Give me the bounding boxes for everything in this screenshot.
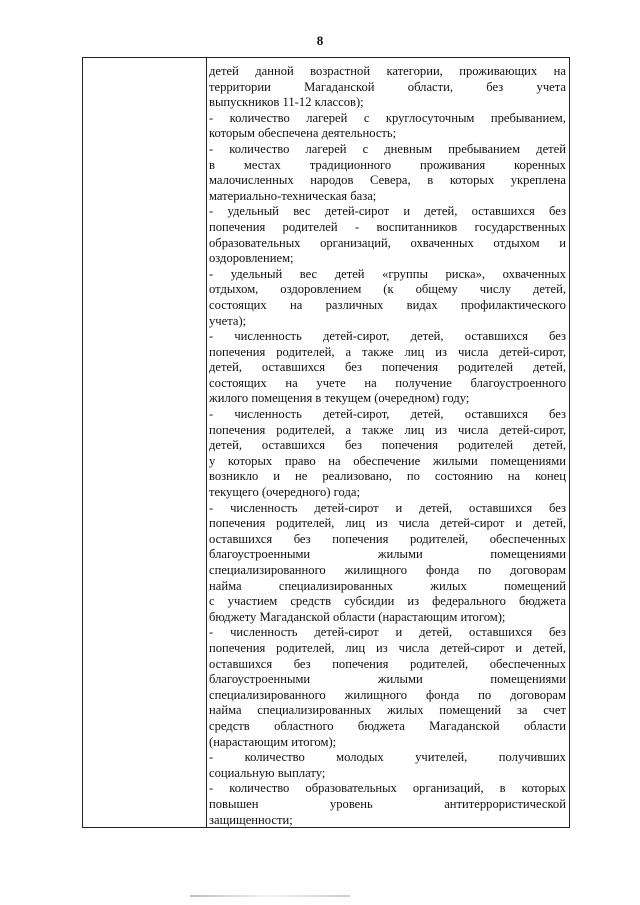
word: числа — [398, 640, 430, 655]
word: Магаданской — [429, 718, 500, 733]
word: дневным — [384, 141, 433, 156]
word: состоящих — [209, 297, 267, 312]
word: у — [209, 453, 216, 468]
word: вес — [293, 204, 311, 219]
word: состоянию — [434, 469, 493, 484]
word: реализовано, — [322, 469, 392, 484]
word: малочисленных — [209, 173, 294, 188]
text-line — [209, 703, 566, 719]
word: круглосуточным — [385, 110, 475, 125]
word: материально-техническая база; — [209, 188, 377, 203]
word: повышен — [209, 796, 259, 811]
text-line — [209, 189, 566, 205]
word: которым обеспечена деятельность; — [209, 126, 397, 141]
word: без — [344, 438, 362, 453]
text-line — [209, 329, 566, 345]
word: обеспечение — [353, 453, 421, 468]
word: попечения — [209, 640, 266, 655]
word: с — [363, 110, 370, 125]
word: жилищного — [344, 563, 408, 577]
word: благоустроенного — [470, 375, 566, 390]
word: числа — [398, 516, 430, 531]
word: детей — [536, 141, 566, 156]
word: детей, — [532, 360, 566, 375]
word: которых — [227, 453, 273, 468]
word: лагерей — [305, 141, 347, 156]
word: обеспеченных — [489, 531, 566, 546]
word: попечения — [209, 219, 266, 234]
word: за — [516, 703, 528, 718]
word: родителей — [457, 438, 514, 453]
word: по — [478, 563, 492, 577]
word: лиц — [345, 516, 366, 531]
word: жилого помещения в текущем (очередном) году; — [209, 391, 470, 406]
word: учителей, — [415, 750, 468, 765]
text-line — [209, 516, 566, 532]
document-table — [82, 57, 570, 828]
text-line — [209, 469, 566, 485]
word: проживающих — [459, 64, 538, 78]
word: лиц — [345, 640, 366, 655]
word: жилыми — [432, 453, 478, 468]
word: детей, — [419, 500, 453, 515]
text-line — [209, 766, 566, 782]
text-line — [209, 781, 566, 797]
text-line — [209, 376, 566, 392]
word: детей — [209, 64, 239, 78]
word: с — [362, 141, 369, 156]
word: попечения — [209, 422, 266, 437]
word: - — [209, 625, 214, 640]
word: детей, — [532, 438, 566, 453]
text-line — [209, 314, 566, 330]
text-line — [209, 750, 566, 766]
word: уровень — [329, 796, 373, 811]
word: числа — [457, 422, 489, 437]
word: помещениями — [490, 453, 566, 468]
word: удельный — [230, 266, 283, 281]
word: воспитанников — [376, 219, 458, 234]
text-line — [209, 485, 566, 501]
word: охваченных — [502, 266, 566, 281]
word: попечения — [209, 516, 266, 531]
word: - — [209, 500, 214, 515]
word: оздоровлением — [280, 282, 362, 297]
word: и — [273, 469, 281, 484]
word: образовательных — [209, 235, 301, 250]
word: по — [406, 469, 420, 484]
word: области, — [407, 79, 454, 94]
word: попечения — [332, 656, 389, 671]
text-line — [209, 563, 566, 579]
word: территории — [209, 79, 271, 94]
word: детей, — [410, 407, 444, 422]
word: детей, — [410, 329, 444, 344]
word: детей-сирот — [440, 640, 505, 655]
word: народов — [310, 173, 354, 188]
text-line — [209, 142, 566, 158]
word: попечения — [332, 531, 389, 546]
text-line — [209, 501, 566, 517]
word: (к — [383, 282, 394, 297]
word: оздоровлением; — [209, 251, 294, 266]
word: количество — [229, 141, 290, 156]
word: бюджета — [518, 594, 566, 609]
word: также — [362, 422, 394, 437]
word: оставшихся — [261, 360, 326, 375]
word: детей, — [209, 360, 242, 375]
word: областного — [274, 718, 334, 733]
word: традиционного — [309, 157, 392, 172]
text-line — [209, 80, 566, 96]
word: и — [395, 625, 403, 640]
word: - — [209, 204, 214, 219]
word: из — [376, 640, 388, 655]
word: жилыми — [377, 672, 423, 687]
word: численность — [234, 407, 302, 422]
word: детей-сирот, — [322, 329, 390, 344]
word: с — [209, 594, 215, 609]
word: по — [478, 687, 492, 702]
word: текущего (очередного) года; — [209, 485, 360, 500]
text-line — [209, 579, 566, 595]
text-line — [209, 423, 566, 439]
word: специализированного — [209, 687, 326, 702]
word: родителей, — [276, 516, 335, 531]
word: лиц — [404, 422, 425, 437]
word: получение — [395, 375, 452, 390]
word: из — [435, 422, 447, 437]
word: оставшихся — [469, 500, 533, 515]
word: видах — [406, 297, 438, 312]
word: федерального — [432, 594, 506, 609]
word: помещениями — [490, 672, 566, 687]
text-line — [209, 438, 566, 454]
word: лагерей — [306, 110, 348, 125]
word: государственных — [474, 219, 566, 234]
word: без — [293, 531, 311, 546]
word: социальную выплату; — [209, 765, 326, 780]
word: пребыванием, — [490, 110, 566, 125]
text-line — [209, 813, 566, 829]
word: оставшихся — [209, 656, 273, 671]
word: численность — [234, 329, 302, 344]
word: категории, — [386, 64, 443, 78]
word: детей-сирот — [314, 625, 379, 640]
word: состоящих — [209, 375, 267, 390]
text-line — [209, 657, 566, 673]
word: в — [499, 781, 506, 796]
word: из — [435, 344, 447, 359]
word: бюджету Магаданской области (нарастающим итогом); — [209, 609, 506, 624]
word: без — [344, 360, 362, 375]
word: охваченных — [410, 235, 474, 250]
text-line — [209, 391, 566, 407]
text-line — [209, 594, 566, 610]
word: проживания — [420, 157, 486, 172]
word: без — [549, 500, 566, 515]
word: родителей, — [409, 656, 469, 671]
word: без — [549, 625, 566, 640]
word: которых — [449, 173, 495, 188]
word: организаций, — [412, 781, 484, 796]
word: без — [549, 407, 566, 422]
word: жилыми — [377, 547, 423, 562]
word: (нарастающим итогом); — [209, 734, 337, 749]
text-line — [209, 111, 566, 127]
scan-artifact — [190, 895, 350, 897]
word: жилых — [387, 703, 424, 718]
text-line — [209, 672, 566, 688]
word: детей, — [533, 516, 566, 531]
word: попечения — [381, 360, 439, 375]
word: общему — [415, 282, 458, 297]
word: в — [209, 157, 215, 172]
word: учета); — [209, 313, 247, 328]
word: участием — [227, 594, 278, 609]
word: оставшихся — [464, 407, 528, 422]
word: лиц — [404, 344, 425, 359]
word: право — [284, 453, 316, 468]
word: найма — [209, 703, 242, 718]
word: и — [559, 235, 566, 250]
word: возрастной — [310, 64, 371, 78]
text-line — [209, 282, 566, 298]
word: - — [209, 329, 214, 344]
word: без — [486, 79, 504, 94]
word: учете — [316, 375, 346, 390]
word: благоустроенными — [209, 547, 311, 562]
word: которых — [521, 781, 566, 796]
word: детей-сирот — [314, 500, 379, 515]
word: данной — [255, 64, 294, 78]
word: оставшихся — [464, 329, 528, 344]
word: получивших — [498, 750, 566, 765]
word: детей, — [532, 282, 566, 297]
word: возникло — [209, 469, 259, 484]
word: обеспеченных — [489, 656, 566, 671]
word: помещений — [504, 578, 566, 593]
text-line — [209, 220, 566, 236]
word: детей-сирот — [440, 516, 505, 531]
word: вес — [299, 266, 318, 281]
text-line — [209, 610, 566, 626]
word: средств — [209, 718, 250, 733]
table-right-cell — [206, 58, 569, 827]
word: количество — [244, 750, 305, 765]
text-line — [209, 407, 566, 423]
word: профилактического — [460, 297, 566, 312]
word: родителей, — [409, 531, 469, 546]
word: фонда — [425, 563, 460, 577]
word: защищенности; — [209, 812, 293, 827]
text-line — [209, 204, 566, 220]
text-line — [209, 251, 566, 267]
word: Севера, — [370, 173, 411, 188]
word: и — [515, 516, 523, 531]
word: детей — [334, 266, 365, 281]
word: в — [427, 173, 434, 188]
word: пребыванием — [448, 141, 521, 156]
word: и — [395, 500, 403, 515]
word: без — [549, 204, 566, 219]
word: детей, — [419, 625, 453, 640]
word: на — [290, 297, 303, 312]
text-line — [209, 158, 566, 174]
word: различных — [325, 297, 384, 312]
word: на — [364, 375, 377, 390]
word: - — [209, 781, 214, 796]
word: области — [523, 718, 566, 733]
text-line — [209, 688, 566, 704]
table-left-cell — [83, 58, 207, 827]
word: оставшихся — [469, 625, 533, 640]
word: отдыхом — [493, 235, 540, 250]
word: молодых — [336, 750, 384, 765]
word: коренных — [514, 157, 566, 172]
word: отдыхом, — [209, 282, 259, 297]
word: организаций, — [320, 235, 391, 250]
word: на — [507, 469, 521, 484]
word: «группы — [382, 266, 428, 281]
word: удельный — [227, 204, 279, 219]
word: специализированных — [257, 703, 372, 718]
word: - — [209, 407, 214, 422]
word: детей-сирот, — [322, 407, 390, 422]
word: без — [549, 329, 566, 344]
text-line — [209, 126, 566, 142]
word: Магаданской — [304, 79, 375, 94]
word: также — [362, 344, 394, 359]
word: детей, — [209, 438, 242, 453]
word: и — [403, 204, 411, 219]
word: детей, — [424, 204, 458, 219]
text-line — [209, 719, 566, 735]
text-line — [209, 267, 566, 283]
word: оставшихся — [261, 438, 326, 453]
text-line — [209, 95, 566, 111]
word: - — [354, 219, 360, 234]
word: счет — [543, 703, 566, 718]
word: численность — [230, 500, 298, 515]
word: а — [345, 344, 352, 359]
word: фонда — [425, 687, 460, 702]
word: численность — [230, 625, 298, 640]
text-line — [209, 360, 566, 376]
word: попечения — [209, 344, 266, 359]
text-line — [209, 345, 566, 361]
word: детей-сирот, — [499, 422, 566, 437]
word: количество — [229, 110, 290, 125]
word: укреплена — [510, 173, 566, 188]
word: антитеррористической — [444, 796, 566, 811]
word: родителей — [282, 219, 338, 234]
word: попечения — [381, 438, 439, 453]
word: специализированного — [209, 563, 326, 577]
word: родителей, — [276, 422, 335, 437]
text-line — [209, 797, 566, 813]
text-line — [209, 173, 566, 189]
word: оставшихся — [471, 204, 535, 219]
word: числа — [457, 344, 489, 359]
word: средств — [290, 594, 332, 609]
word: выпускников 11-12 классов); — [209, 95, 364, 110]
word: - — [209, 110, 214, 125]
word: а — [345, 422, 352, 437]
word: на — [285, 375, 298, 390]
word: помещений — [439, 703, 502, 718]
text-line — [209, 547, 566, 563]
word: детей-сирот — [324, 204, 390, 219]
word: родителей, — [276, 640, 335, 655]
word: на — [553, 64, 566, 78]
word: и — [515, 640, 523, 655]
word: - — [209, 266, 214, 281]
page-number: 8 — [316, 33, 324, 48]
word: на — [328, 453, 341, 468]
word: родителей — [457, 360, 514, 375]
text-line — [209, 735, 566, 751]
word: местах — [243, 157, 281, 172]
word: найма — [209, 578, 242, 593]
word: из — [407, 594, 420, 609]
word: детей, — [533, 640, 566, 655]
word: жилых — [430, 578, 467, 593]
word: не — [295, 469, 308, 484]
text-line — [209, 641, 566, 657]
word: договорам — [510, 563, 566, 577]
word: жилищного — [344, 687, 408, 702]
word: помещениями — [490, 547, 566, 562]
word: - — [209, 750, 214, 765]
word: числу — [479, 282, 512, 297]
word: риска», — [445, 266, 486, 281]
word: из — [376, 516, 388, 531]
text-line — [209, 454, 566, 470]
word: оставшихся — [209, 531, 273, 546]
word: родителей, — [276, 344, 335, 359]
word: бюджета — [357, 718, 405, 733]
word: детей-сирот, — [499, 344, 566, 359]
text-line — [209, 64, 566, 80]
word: договорам — [510, 687, 566, 702]
word: благоустроенными — [209, 672, 311, 687]
word: конец — [535, 469, 566, 484]
word: без — [293, 656, 311, 671]
text-line — [209, 298, 566, 314]
word: специализированных — [278, 578, 393, 593]
word: субсидии — [344, 594, 395, 609]
text-line — [209, 236, 566, 252]
word: - — [209, 141, 214, 156]
word: образовательных — [305, 781, 397, 796]
text-line — [209, 532, 566, 548]
word: учета — [536, 79, 566, 94]
text-line — [209, 625, 566, 641]
word: количество — [229, 781, 290, 796]
